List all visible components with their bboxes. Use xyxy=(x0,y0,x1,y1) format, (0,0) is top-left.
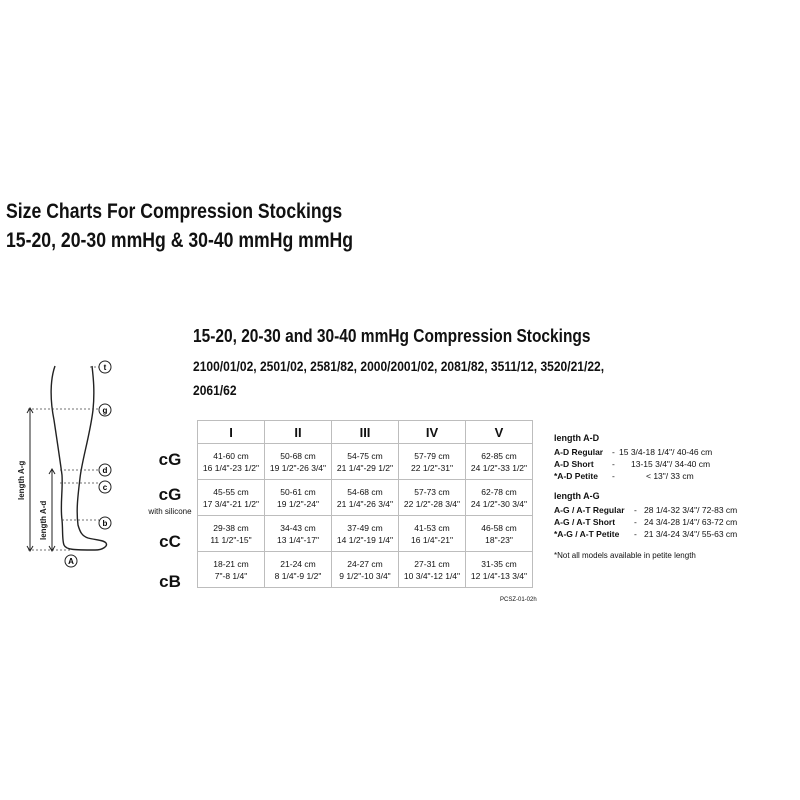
table-cell: 37-49 cm 14 1/2"-19 1/4" xyxy=(332,516,399,552)
table-cell: 62-85 cm 24 1/2"-33 1/2" xyxy=(466,444,533,480)
model-numbers xyxy=(193,354,604,402)
table-cell: 54-68 cm 21 1/4"-26 3/4" xyxy=(332,480,399,516)
table-header-row xyxy=(198,421,533,444)
table-row xyxy=(198,480,533,516)
column-header-ii: II xyxy=(265,421,332,444)
table-cell: 31-35 cm 12 1/4"-13 3/4" xyxy=(466,552,533,588)
title-line-2: 15-20, 20-30 mmHg & 30-40 mmHg mmHg xyxy=(6,229,354,252)
leg-measurement-diagram xyxy=(0,350,140,575)
row-label-cg-silicone: cG xyxy=(158,485,182,504)
legend-row: A-D Short - 13-15 3/4"/ 34-40 cm xyxy=(554,459,711,469)
table-cell: 50-68 cm 19 1/2"-26 3/4" xyxy=(265,444,332,480)
row-sublabel-silicone: with silicone xyxy=(148,507,192,516)
legend-heading-ag: length A-G xyxy=(554,491,600,501)
size-table xyxy=(197,420,533,588)
legend-row: A-G / A-T Regular - 28 1/4-32 3/4"/ 72-83 cm xyxy=(554,505,738,515)
svg-text:t: t xyxy=(103,363,107,372)
table-cell: 41-53 cm 16 1/4"-21" xyxy=(399,516,466,552)
svg-text:d: d xyxy=(102,466,108,475)
table-row xyxy=(198,552,533,588)
models-line-1: 2100/01/02, 2501/02, 2581/82, 2000/2001/02, 2081/82, 3511/12, 3520/21/22, xyxy=(193,358,605,374)
column-header-iv: IV xyxy=(399,421,466,444)
table-cell: 29-38 cm 11 1/2"-15" xyxy=(198,516,265,552)
chart-heading: 15-20, 20-30 and 30-40 mmHg Compression Stockings xyxy=(193,326,591,346)
length-ad-label: length A-d xyxy=(39,500,48,540)
point-d-marker xyxy=(99,464,111,476)
svg-text:A: A xyxy=(68,557,74,566)
row-label-cb: cB xyxy=(159,572,181,591)
svg-text:b: b xyxy=(102,519,108,528)
length-legend xyxy=(554,432,738,562)
row-label-cc: cC xyxy=(159,532,181,551)
point-g-marker xyxy=(99,404,111,416)
point-b-marker xyxy=(99,517,111,529)
column-header-iii: III xyxy=(332,421,399,444)
table-row xyxy=(198,444,533,480)
chart-code: PCSZ-01-02h xyxy=(500,597,537,603)
legend-row: *A-D Petite - < 13"/ 33 cm xyxy=(554,471,694,481)
legend-heading-ad: length A-D xyxy=(554,433,600,443)
table-cell: 27-31 cm 10 3/4"-12 1/4" xyxy=(399,552,466,588)
table-cell: 41-60 cm 16 1/4"-23 1/2" xyxy=(198,444,265,480)
svg-text:g: g xyxy=(102,406,108,415)
models-line-2: 2061/62 xyxy=(193,382,237,398)
table-cell: 46-58 cm 18"-23" xyxy=(466,516,533,552)
point-c-marker xyxy=(99,481,111,493)
point-a-marker xyxy=(65,555,77,567)
table-cell: 24-27 cm 9 1/2"-10 3/4" xyxy=(332,552,399,588)
page-title xyxy=(6,197,353,255)
column-header-i: I xyxy=(198,421,265,444)
table-cell: 57-73 cm 22 1/2"-28 3/4" xyxy=(399,480,466,516)
table-row xyxy=(198,516,533,552)
point-t-marker xyxy=(99,361,111,373)
table-cell: 62-78 cm 24 1/2"-30 3/4" xyxy=(466,480,533,516)
legend-row: A-D Regular - 15 3/4-18 1/4"/ 40-46 cm xyxy=(554,447,713,457)
column-header-v: V xyxy=(466,421,533,444)
table-cell: 57-79 cm 22 1/2"-31" xyxy=(399,444,466,480)
table-cell: 45-55 cm 17 3/4"-21 1/2" xyxy=(198,480,265,516)
legend-row: A-G / A-T Short - 24 3/4-28 1/4"/ 63-72 cm xyxy=(554,517,738,527)
table-cell: 54-75 cm 21 1/4"-29 1/2" xyxy=(332,444,399,480)
petite-note: *Not all models available in petite length xyxy=(554,551,696,560)
leg-outline xyxy=(51,366,106,550)
legend-row: *A-G / A-T Petite - 21 3/4-24 3/4"/ 55-63 cm xyxy=(554,529,738,539)
svg-text:c: c xyxy=(102,483,108,492)
table-cell: 21-24 cm 8 1/4"-9 1/2" xyxy=(265,552,332,588)
title-line-1: Size Charts For Compression Stockings xyxy=(6,200,343,223)
table-cell: 34-43 cm 13 1/4"-17" xyxy=(265,516,332,552)
length-ag-label: length A-g xyxy=(17,460,26,500)
table-cell: 18-21 cm 7"-8 1/4" xyxy=(198,552,265,588)
row-label-cg: cG xyxy=(158,450,182,469)
table-cell: 50-61 cm 19 1/2"-24" xyxy=(265,480,332,516)
